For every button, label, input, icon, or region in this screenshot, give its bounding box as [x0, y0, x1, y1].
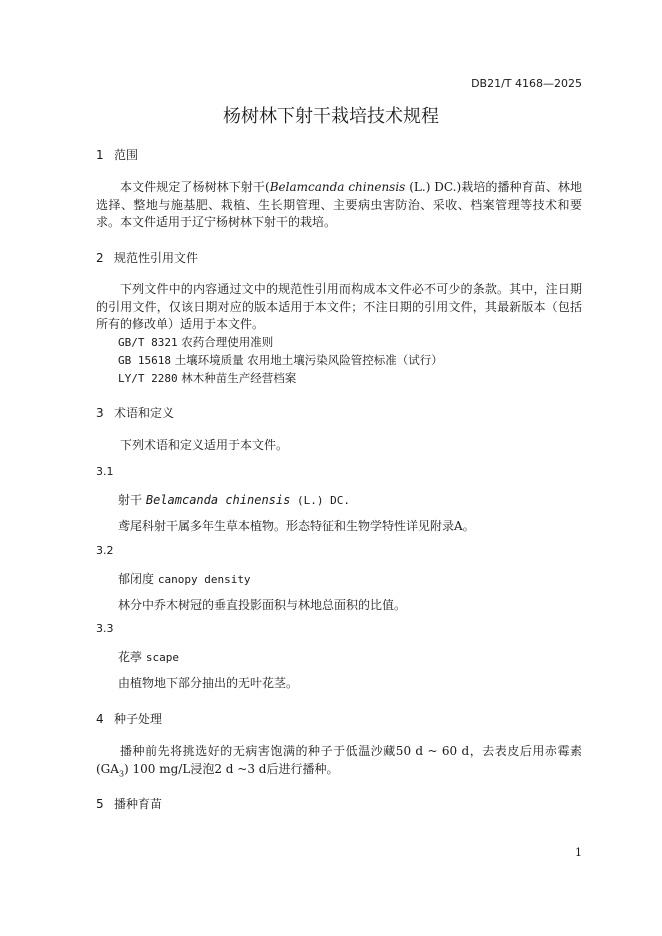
- section-4-paragraph-1: 播种前先将挑选好的无病害饱满的种子于低温沙藏50 d ~ 60 d，去表皮后用赤霉素$(GA_3)$ 100 mg/L浸泡2 d ~3 d后进行播种。: [96, 744, 582, 778]
- section-number: 3: [96, 406, 104, 420]
- reference-item: GB/T 8321 农药合理使用准则: [118, 335, 274, 349]
- section-heading-2: [96, 249, 198, 266]
- term-entry: 郁闭度 canopy density: [118, 572, 251, 586]
- term-definition: 鸢尾科射干属多年生草本植物。形态特征和生物学特性详见附录A。: [118, 519, 475, 533]
- document-number: DB21/T 4168—2025: [471, 77, 582, 90]
- latin-name: Belamcanda chinensis: [269, 180, 406, 194]
- section-1-paragraph-1: 本文件规定了杨树林下射干(Belamcanda chinensis (L.) DC.)栽培的播种育苗、林地选择、整地与施基肥、栽植、生长期管理、主要病虫害防治、采收、档案管理等技术和要求。: [96, 180, 583, 229]
- section-heading-4: [96, 710, 162, 727]
- section-title: 术语和定义: [114, 406, 175, 420]
- term-entry: 花葶 scape: [118, 650, 179, 664]
- section-heading-1: [96, 146, 138, 163]
- reference-item: LY/T 2280 林木种苗生产经营档案: [118, 371, 297, 385]
- reference-item: GB 15618 土壤环境质量 农用地土壤污染风险管控标准（试行）: [118, 353, 443, 367]
- term-definition: 由植物地下部分抽出的无叶花茎。: [118, 676, 299, 690]
- section-number: 5: [96, 797, 104, 811]
- section-title: 种子处理: [114, 712, 163, 726]
- section-title: 范围: [114, 148, 139, 162]
- section-2-paragraph-1: 下列文件中的内容通过文中的规范性引用而构成本文件必不可少的条款。其中，注日期的引用文件，仅该日期对应的版本适用于本文件；不注日期的引用文件，其最新版本（包括所有的修改单）适用于本文件。: [96, 282, 582, 331]
- section-heading-3: [96, 404, 174, 421]
- page-number: 1: [575, 846, 582, 859]
- section-3-paragraph-1: 下列术语和定义适用于本文件。: [120, 438, 289, 452]
- section-number: 2: [96, 251, 104, 265]
- term-number: 3.2: [96, 544, 114, 557]
- term-number: 3.1: [96, 465, 114, 478]
- term-entry: 射干 Belamcanda chinensis (L.) DC.: [118, 493, 350, 507]
- section-number: 4: [96, 712, 104, 726]
- term-number: 3.3: [96, 622, 114, 635]
- term-definition: 林分中乔木树冠的垂直投影面积与林地总面积的比值。: [118, 598, 407, 612]
- section-heading-5: [96, 795, 162, 812]
- section-number: 1: [96, 148, 104, 162]
- document-title: 杨树林下射干栽培技术规程: [223, 106, 439, 127]
- section-title: 播种育苗: [114, 797, 163, 811]
- section-1-paragraph-2: 本文件适用于辽宁杨树林下射干的栽培。: [120, 215, 337, 229]
- section-title: 规范性引用文件: [114, 251, 199, 265]
